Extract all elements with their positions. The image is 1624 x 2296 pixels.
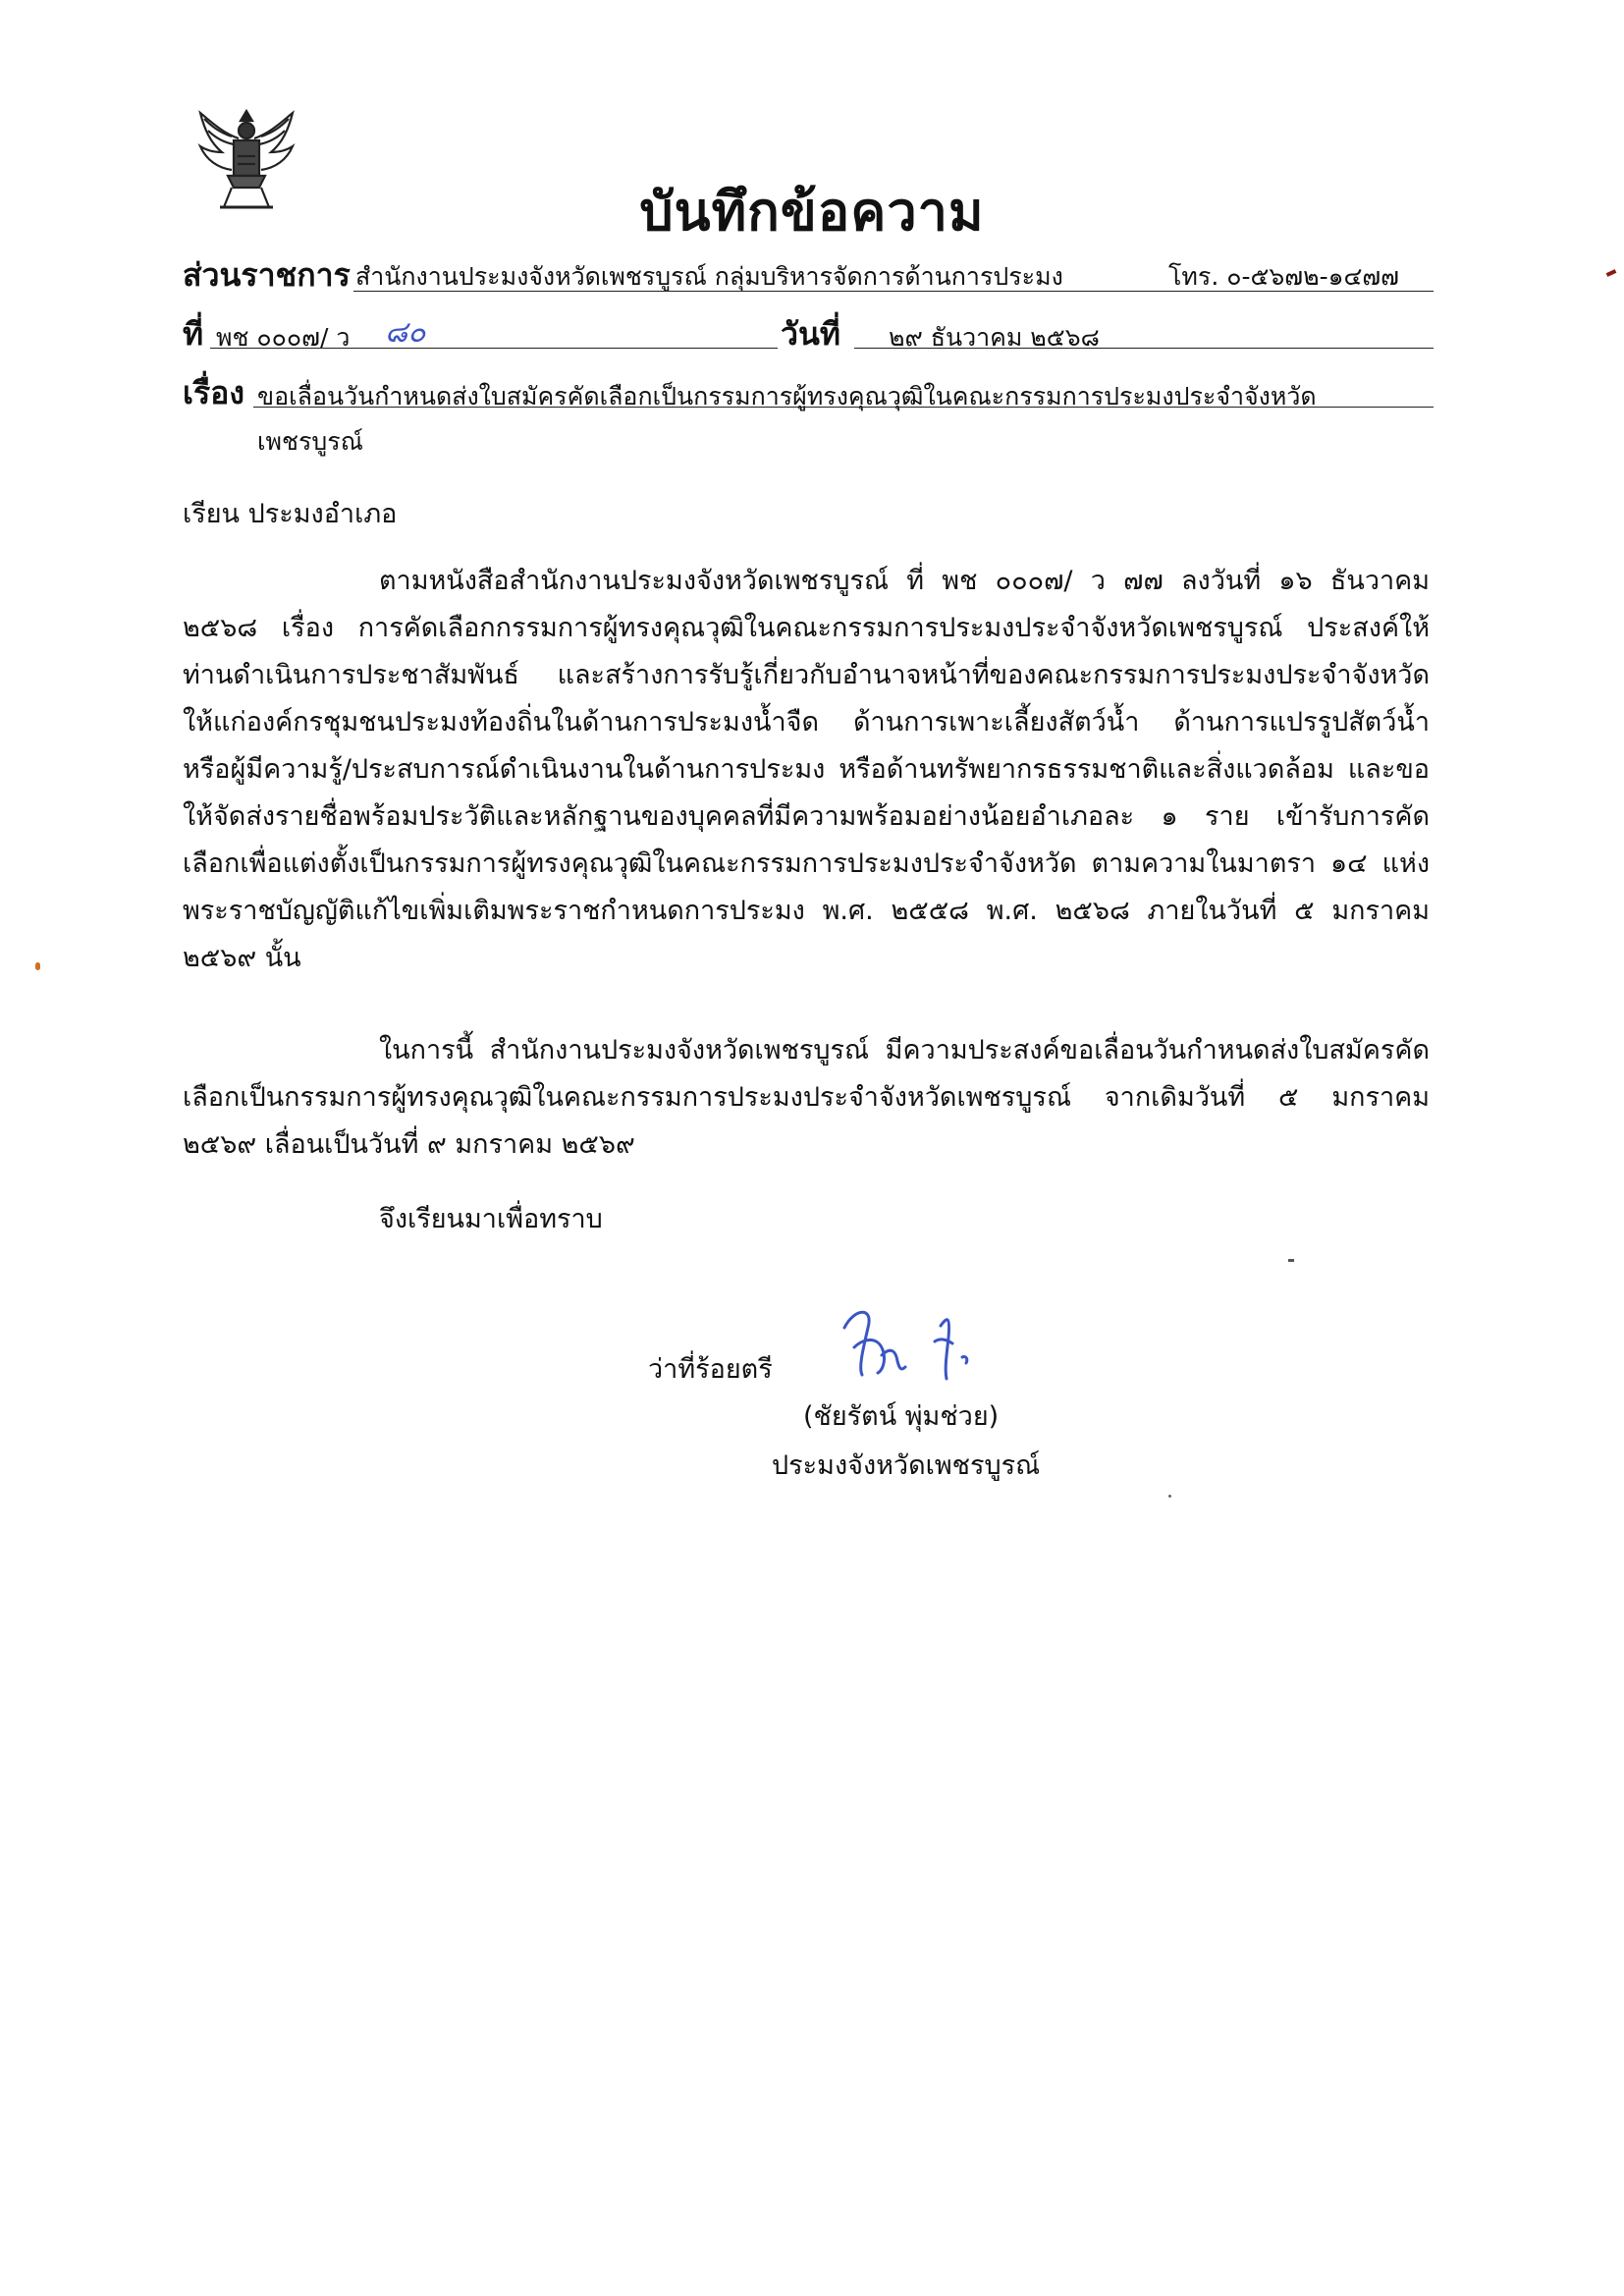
date-label: วันที่ — [781, 315, 840, 353]
scan-mark — [1606, 269, 1617, 277]
salutation: เรียน ประมงอำเภอ — [183, 499, 398, 529]
phone-number: โทร. ๐-๕๖๗๒-๑๔๗๗ — [1168, 262, 1399, 291]
department-label: ส่วนราชการ — [183, 256, 351, 294]
subject-line-2: เพชรบูรณ์ — [257, 427, 363, 456]
scan-mark — [1168, 1495, 1171, 1498]
ref-value: พช ๐๐๐๗/ ว — [216, 323, 351, 352]
signer-name: (ชัยรัตน์ พุ่มช่วย) — [803, 1401, 1000, 1432]
department-value: สำนักงานประมงจังหวัดเพชรบูรณ์ กลุ่มบริหารจัดการด้านการประมง — [355, 262, 1063, 291]
ref-underline — [210, 348, 778, 349]
ref-label: ที่ — [183, 315, 204, 353]
scan-mark — [1288, 1259, 1294, 1262]
subject-line-1: ขอเลื่อนวันกำหนดส่งใบสมัครคัดเลือกเป็นกรรมการผู้ทรงคุณวุฒิในคณะกรรมการประมงประจำจังหวัด — [257, 382, 1317, 410]
signer-position: ประมงจังหวัดเพชรบูรณ์ — [772, 1450, 1041, 1481]
department-underline — [353, 291, 1434, 292]
body-paragraph-2: ในการนี้ สำนักงานประมงจังหวัดเพชรบูรณ์ มีความประสงค์ขอเลื่อนวันกำหนดส่งใบสมัครคัดเลือกเป็นกรรมการผู้ทรงคุณวุฒิในคณะกรรมการประมงประจำจังหวัดเพชรบูรณ์ จากเดิมวันที่ ๕ มกราคม ๒๕๖๙ เลื่อนเป็นวันที่ ๙ มกราคม ๒๕๖๙ — [183, 1035, 1430, 1160]
body-paragraph-1: ตามหนังสือสำนักงานประมงจังหวัดเพชรบูรณ์ ที่ พช ๐๐๐๗/ ว ๗๗ ลงวันที่ ๑๖ ธันวาคม ๒๕๖๘ เรื่อง การคัดเลือกกรรมการผู้ทรงคุณวุฒิในคณะกรรมการประมงประจำจังหวัดเพชรบูรณ์ ประสงค์ให้ท่านดำเนินการประชาสัมพันธ์ และสร้างการรับรู้เกี่ยวกับอำนาจหน้าที่ของคณะกรรมการประมงประจำจังหวัดให้แก่องค์กรชุมชนประมงท้องถิ่นในด้านการประมงน้ำจืด ด้านการเพาะเลี้ยงสัตว์น้ำ ด้านการแปรรูปสัตว์น้ำ หรือผู้มีความรู้/ประสบการณ์ดำเนินงานในด้านการประมง หรือด้านทรัพยากรธรรมชาติและสิ่งแวดล้อม และขอให้จัดส่งรายชื่อพร้อมประวัติและหลักฐานของบุคคลที่มีความพร้อมอย่างน้อยอำเภอละ ๑ ราย เข้ารับการคัดเลือกเพื่อแต่งตั้งเป็นกรรมการผู้ทรงคุณวุฒิในคณะกรรมการประมงประจำจังหวัด ตามความในมาตรา ๑๔ แห่งพระราชบัญญัติแก้ไขเพิ่มเติมพระราชกำหนดการประมง พ.ศ. ๒๕๕๘ พ.ศ. ๒๕๖๘ ภายในวันที่ ๕ มกราคม ๒๕๖๙ นั้น — [183, 566, 1430, 973]
subject-underline — [253, 407, 1434, 408]
closing-line: จึงเรียนมาเพื่อทราบ — [379, 1204, 603, 1234]
date-value: ๒๙ ธันวาคม ๒๕๖๘ — [889, 323, 1100, 352]
scan-mark — [35, 962, 40, 970]
handwritten-signature — [825, 1298, 1001, 1396]
signer-rank: ว่าที่ร้อยตรี — [648, 1354, 773, 1385]
subject-label: เรื่อง — [183, 374, 244, 411]
date-underline — [854, 348, 1434, 349]
ref-handwritten-number: ๘๐ — [385, 315, 426, 350]
document-title: บันทึกข้อความ — [639, 181, 985, 243]
